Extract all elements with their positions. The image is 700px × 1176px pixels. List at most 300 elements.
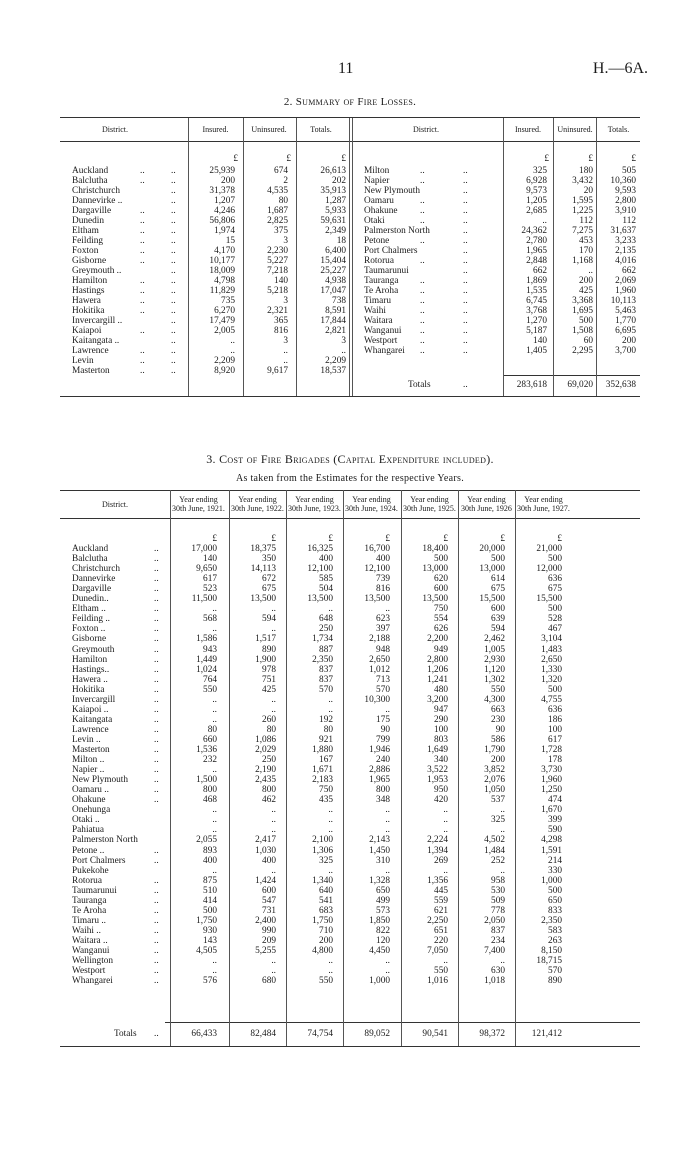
column-rule: [229, 490, 230, 1046]
cost-value: 90: [380, 725, 390, 735]
cost-value: 2,200: [427, 634, 448, 644]
cost-value: 13,000: [479, 564, 505, 574]
district-name: Petone: [364, 236, 390, 246]
cost-value: 500: [548, 886, 562, 896]
uninsured-value: ..: [588, 266, 593, 276]
uninsured-value: 1,225: [572, 206, 593, 216]
cost-value: 16,700: [364, 544, 390, 554]
cost-value: 573: [376, 906, 390, 916]
leader-dots: ..: [140, 276, 145, 286]
district-name: Taumarunui: [72, 886, 117, 896]
insured-value: 140: [533, 336, 547, 346]
uninsured-value: 5,227: [267, 256, 288, 266]
cost-value: 3,104: [541, 634, 562, 644]
cost-value: 192: [319, 715, 333, 725]
totals-label: Totals: [114, 1029, 137, 1039]
district-name: Greymouth ..: [72, 266, 122, 276]
district-name: Foxton: [72, 246, 99, 256]
total-value: 2,069: [615, 276, 636, 286]
cost-value: 1,241: [427, 675, 448, 685]
leader-dots: ..: [154, 906, 159, 916]
cost-value: 930: [203, 926, 217, 936]
cost-value: 800: [203, 785, 217, 795]
district-name: Kaitangata ..: [72, 336, 120, 346]
cost-value: 500: [491, 554, 505, 564]
insured-value: 2,780: [526, 236, 547, 246]
cost-value: 500: [548, 604, 562, 614]
total-value: 4,016: [615, 256, 636, 266]
year-header-line1: Year ending: [179, 495, 218, 504]
insured-value: 25,939: [209, 166, 235, 176]
leader-dots: ..: [463, 336, 468, 346]
leader-dots: ..: [463, 196, 468, 206]
cost-value: ..: [328, 825, 333, 835]
cost-value: 617: [203, 574, 217, 584]
total-value: 25,227: [320, 266, 346, 276]
currency-symbol: £: [286, 154, 291, 164]
district-name: Hastings: [72, 286, 105, 296]
insured-value: 1,974: [214, 226, 235, 236]
cost-value: 10,300: [364, 695, 390, 705]
district-name: Dunedin..: [72, 594, 109, 604]
cost-value: 1,018: [484, 976, 505, 986]
leader-dots: ..: [463, 316, 468, 326]
uninsured-value: 2,230: [267, 246, 288, 256]
cost-value: 2,650: [369, 655, 390, 665]
leader-dots: ..: [154, 886, 159, 896]
leader-dots: ..: [154, 655, 159, 665]
insured-value: 24,362: [521, 226, 547, 236]
column-rule: [596, 140, 597, 396]
insured-value: 1,869: [526, 276, 547, 286]
cost-value: 2,224: [427, 835, 448, 845]
cost-value: 947: [434, 705, 448, 715]
cost-value: 950: [434, 785, 448, 795]
cost-value: 600: [491, 604, 505, 614]
cost-value: 1,120: [484, 665, 505, 675]
insured-value: 2,848: [526, 256, 547, 266]
cost-value: 2,190: [255, 765, 276, 775]
cost-value: 600: [262, 886, 276, 896]
cost-value: 15,500: [479, 594, 505, 604]
leader-dots: ..: [154, 594, 159, 604]
cost-value: 523: [203, 584, 217, 594]
district-name: Gisborne: [72, 634, 107, 644]
cost-value: ..: [385, 815, 390, 825]
leader-dots: ..: [463, 166, 468, 176]
cost-value: 1,591: [541, 846, 562, 856]
cost-value: 2,886: [369, 765, 390, 775]
total-value: 6,695: [615, 326, 636, 336]
leader-dots: ..: [420, 196, 425, 206]
cost-value: 400: [319, 554, 333, 564]
district-name: Whangarei: [72, 976, 113, 986]
district-name: Petone ..: [72, 846, 105, 856]
cost-value: 583: [548, 926, 562, 936]
insured-value: 662: [533, 266, 547, 276]
district-name: New Plymouth: [72, 775, 129, 785]
uninsured-value: 1,595: [572, 196, 593, 206]
cost-value: 420: [434, 795, 448, 805]
total-value: 2,209: [325, 356, 346, 366]
district-name: Hawera: [72, 296, 101, 306]
cost-value: 232: [203, 755, 217, 765]
leader-dots: ..: [154, 695, 159, 705]
uninsured-value: 180: [579, 166, 593, 176]
cost-value: 209: [262, 936, 276, 946]
cost-value: 639: [491, 614, 505, 624]
cost-value: ..: [271, 866, 276, 876]
cost-value: 414: [203, 896, 217, 906]
insured-value: 8,920: [214, 366, 235, 376]
year-header-line2: 30th June, 1927.: [517, 504, 570, 513]
leader-dots: ..: [154, 675, 159, 685]
column-rule: [503, 140, 504, 396]
uninsured-value: 7,218: [267, 266, 288, 276]
cost-value: 800: [376, 785, 390, 795]
cost-value: 541: [319, 896, 333, 906]
cost-value: 5,255: [255, 946, 276, 956]
cost-value: 600: [434, 584, 448, 594]
cost-value: 2,076: [484, 775, 505, 785]
cost-value: 621: [434, 906, 448, 916]
cost-value: ..: [212, 966, 217, 976]
cost-value: 990: [262, 926, 276, 936]
uninsured-value: 1,168: [572, 256, 593, 266]
cost-value: 617: [548, 735, 562, 745]
total-value: 17,844: [320, 316, 346, 326]
leader-dots: ..: [140, 216, 145, 226]
uninsured-value: 3: [283, 236, 288, 246]
year-header: [343, 495, 400, 513]
uninsured-value: 112: [579, 216, 593, 226]
leader-dots: ..: [420, 316, 425, 326]
insured-value: 31,378: [209, 186, 235, 196]
uninsured-value: ..: [283, 356, 288, 366]
cost-value: 528: [548, 614, 562, 624]
cost-value: 4,300: [484, 695, 505, 705]
summary-header-totals-left: Totals.: [310, 125, 332, 134]
insured-value: 56,806: [209, 216, 235, 226]
leader-dots: ..: [154, 624, 159, 634]
cost-value: ..: [328, 695, 333, 705]
cost-value: 2,055: [196, 835, 217, 845]
cost-value: 630: [491, 966, 505, 976]
leader-dots: ..: [171, 216, 176, 226]
district-name: Dannevirke: [72, 574, 116, 584]
total-value: 59,631: [320, 216, 346, 226]
cost-value: 400: [262, 856, 276, 866]
cost-value: 250: [262, 755, 276, 765]
leader-dots: ..: [171, 166, 176, 176]
leader-dots: ..: [420, 176, 425, 186]
year-header-line2: 30th June, 1925.: [403, 504, 456, 513]
cost-value: 893: [203, 846, 217, 856]
insured-value: ..: [230, 346, 235, 356]
district-name: Levin ..: [72, 735, 101, 745]
cost-value: 1,517: [255, 634, 276, 644]
cost-value: ..: [500, 956, 505, 966]
leader-dots: ..: [171, 276, 176, 286]
leader-dots: ..: [420, 166, 425, 176]
year-header-line2: 30th June, 1926: [461, 504, 512, 513]
uninsured-value: 4,535: [267, 186, 288, 196]
cost-value: 1,953: [427, 775, 448, 785]
uninsured-value: 60: [583, 336, 593, 346]
brigades-header: [60, 490, 640, 519]
cost-value: 626: [434, 624, 448, 634]
cost-value: 710: [319, 926, 333, 936]
cost-value: 11,500: [191, 594, 217, 604]
total-value: 662: [622, 266, 636, 276]
leader-dots: ..: [140, 176, 145, 186]
uninsured-value: 170: [579, 246, 593, 256]
uninsured-value: 3,368: [572, 296, 593, 306]
leader-dots: ..: [463, 236, 468, 246]
uninsured-value: 7,275: [572, 226, 593, 236]
cost-value: ..: [385, 805, 390, 815]
uninsured-value: 3,432: [572, 176, 593, 186]
insured-value: 3,768: [526, 306, 547, 316]
district-name: Tauranga: [364, 276, 399, 286]
summary-header-insured-right: Insured.: [515, 125, 541, 134]
insured-value: 5,187: [526, 326, 547, 336]
insured-value: 4,246: [214, 206, 235, 216]
column-rule: [243, 140, 244, 396]
year-header-line2: 30th June, 1921.: [172, 504, 225, 513]
currency-symbol: £: [557, 534, 562, 544]
insured-value: 10,177: [209, 256, 235, 266]
uninsured-value: 3: [283, 336, 288, 346]
total-value: 3,233: [615, 236, 636, 246]
currency-symbol: £: [500, 534, 505, 544]
uninsured-value: 1,695: [572, 306, 593, 316]
district-name: Whangarei: [364, 346, 405, 356]
cost-value: 3,522: [427, 765, 448, 775]
total-value: 1,287: [325, 196, 346, 206]
leader-dots: ..: [463, 246, 468, 256]
leader-dots: ..: [420, 346, 425, 356]
document-reference: H.—6A.: [592, 60, 648, 77]
cost-value: 467: [548, 624, 562, 634]
total-value: 15,404: [320, 256, 346, 266]
column-rule: [515, 490, 516, 1046]
leader-dots: ..: [154, 936, 159, 946]
cost-value: 500: [548, 685, 562, 695]
leader-dots: ..: [463, 296, 468, 306]
district-name: Hamilton: [72, 655, 108, 665]
district-name: Masterton: [72, 745, 110, 755]
cost-value: 585: [319, 574, 333, 584]
cost-value: 837: [319, 675, 333, 685]
cost-value: ..: [328, 956, 333, 966]
insured-value: 15: [225, 236, 235, 246]
year-header-line1: Year ending: [410, 495, 449, 504]
cost-value: ..: [271, 805, 276, 815]
year-header: [170, 495, 227, 513]
cost-value: 1,586: [196, 634, 217, 644]
cost-value: 1,050: [484, 785, 505, 795]
cost-value: 143: [203, 936, 217, 946]
leader-dots: ..: [140, 366, 145, 376]
cost-value: 2,400: [255, 916, 276, 926]
cost-value: 1,734: [312, 634, 333, 644]
leader-dots: ..: [171, 236, 176, 246]
cost-value: 921: [319, 735, 333, 745]
total-cost-value: 89,052: [364, 1029, 390, 1039]
insured-value: 1,405: [526, 346, 547, 356]
leader-dots: ..: [171, 206, 176, 216]
cost-value: 1,671: [312, 765, 333, 775]
uninsured-value: 140: [274, 276, 288, 286]
cost-value: 269: [434, 856, 448, 866]
total-value: 10,360: [610, 176, 636, 186]
district-name: Dargaville: [72, 206, 112, 216]
leader-dots: ..: [463, 266, 468, 276]
total-value: 3,700: [615, 346, 636, 356]
total-value: 2,349: [325, 226, 346, 236]
cost-value: 399: [548, 815, 562, 825]
leader-dots: ..: [420, 306, 425, 316]
leader-dots: ..: [171, 316, 176, 326]
leader-dots: ..: [154, 745, 159, 755]
district-name: Wellington: [72, 956, 114, 966]
cost-value: 2,350: [541, 916, 562, 926]
leader-dots: ..: [154, 976, 159, 986]
cost-value: 13,500: [422, 594, 448, 604]
district-name: Oamaru ..: [72, 785, 109, 795]
cost-value: 4,800: [312, 946, 333, 956]
summary-title: 2. Summary of Fire Losses.: [283, 96, 417, 108]
cost-value: 4,450: [369, 946, 390, 956]
cost-value: ..: [385, 604, 390, 614]
insured-value: 1,270: [526, 316, 547, 326]
cost-value: ..: [385, 705, 390, 715]
leader-dots: ..: [154, 645, 159, 655]
cost-value: 186: [548, 715, 562, 725]
district-name: Palmerston North: [364, 226, 430, 236]
district-name: Pahiatua: [72, 825, 105, 835]
leader-dots: ..: [140, 286, 145, 296]
cost-value: 348: [376, 795, 390, 805]
cost-value: 17,000: [191, 544, 217, 554]
leader-dots: ..: [463, 286, 468, 296]
brigades-subtitle: As taken from the Estimates for the respective Years.: [235, 473, 465, 484]
cost-value: 651: [434, 926, 448, 936]
cost-value: 1,965: [369, 775, 390, 785]
cost-value: 178: [548, 755, 562, 765]
cost-value: 1,320: [541, 675, 562, 685]
district-name: Balclutha: [72, 176, 108, 186]
leader-dots: ..: [154, 956, 159, 966]
leader-dots: ..: [420, 286, 425, 296]
cost-value: 1,012: [369, 665, 390, 675]
cost-value: 620: [434, 574, 448, 584]
total-totals: 352,638: [605, 380, 636, 390]
district-name: Hawera ..: [72, 675, 108, 685]
cost-value: ..: [212, 695, 217, 705]
district-name: Dunedin: [72, 216, 105, 226]
cost-value: ..: [328, 705, 333, 715]
leader-dots: ..: [420, 216, 425, 226]
total-value: 35,913: [320, 186, 346, 196]
cost-value: 1,206: [427, 665, 448, 675]
insured-value: ..: [230, 336, 235, 346]
cost-value: 890: [548, 976, 562, 986]
district-name: Levin: [72, 356, 94, 366]
district-name: Oamaru: [364, 196, 394, 206]
insured-value: 200: [221, 176, 235, 186]
cost-value: 1,424: [255, 876, 276, 886]
currency-symbol: £: [544, 154, 549, 164]
leader-dots: ..: [171, 186, 176, 196]
cost-value: 400: [376, 554, 390, 564]
cost-value: 1,302: [484, 675, 505, 685]
cost-value: ..: [271, 695, 276, 705]
cost-value: 2,462: [484, 634, 505, 644]
cost-value: 325: [319, 856, 333, 866]
currency-symbol: £: [631, 154, 636, 164]
cost-value: 21,000: [536, 544, 562, 554]
cost-value: 16,325: [307, 544, 333, 554]
district-name: Ohakune: [364, 206, 398, 216]
column-rule: [401, 490, 402, 1046]
cost-value: 167: [319, 755, 333, 765]
leader-dots: ..: [420, 326, 425, 336]
uninsured-value: 1,508: [572, 326, 593, 336]
brigades-title: 3. Cost of Fire Brigades (Capital Expenditure included).: [206, 452, 494, 466]
cost-value: 837: [491, 926, 505, 936]
cost-value: 675: [262, 584, 276, 594]
cost-value: 400: [203, 856, 217, 866]
district-name: Balclutha: [72, 554, 108, 564]
cost-value: 640: [319, 886, 333, 896]
cost-value: 943: [203, 645, 217, 655]
column-rule: [553, 140, 554, 396]
district-name: Rotorua: [72, 876, 102, 886]
uninsured-value: 9,617: [267, 366, 288, 376]
district-name: Westport: [72, 966, 106, 976]
district-name: Port Chalmers: [72, 856, 126, 866]
total-value: 10,113: [610, 296, 636, 306]
district-name: Napier: [364, 176, 390, 186]
leader-dots: ..: [154, 755, 159, 765]
insured-value: 4,798: [214, 276, 235, 286]
cost-value: 890: [262, 645, 276, 655]
insured-value: 6,745: [526, 296, 547, 306]
leader-dots: ..: [171, 346, 176, 356]
district-name: Auckland: [72, 166, 109, 176]
total-value: 202: [332, 176, 346, 186]
cost-value: 1,946: [369, 745, 390, 755]
cost-value: ..: [443, 866, 448, 876]
insured-value: 11,829: [209, 286, 235, 296]
cost-value: 623: [376, 614, 390, 624]
cost-value: 509: [491, 896, 505, 906]
leader-dots: ..: [463, 346, 468, 356]
cost-value: 949: [434, 645, 448, 655]
cost-value: 559: [434, 896, 448, 906]
leader-dots: ..: [154, 685, 159, 695]
leader-dots: ..: [154, 966, 159, 976]
leader-dots: ..: [140, 306, 145, 316]
cost-value: 594: [262, 614, 276, 624]
summary-header-district-right: District.: [413, 125, 439, 134]
cost-value: ..: [328, 966, 333, 976]
leader-dots: ..: [140, 296, 145, 306]
cost-value: 750: [434, 604, 448, 614]
cost-value: 675: [548, 584, 562, 594]
